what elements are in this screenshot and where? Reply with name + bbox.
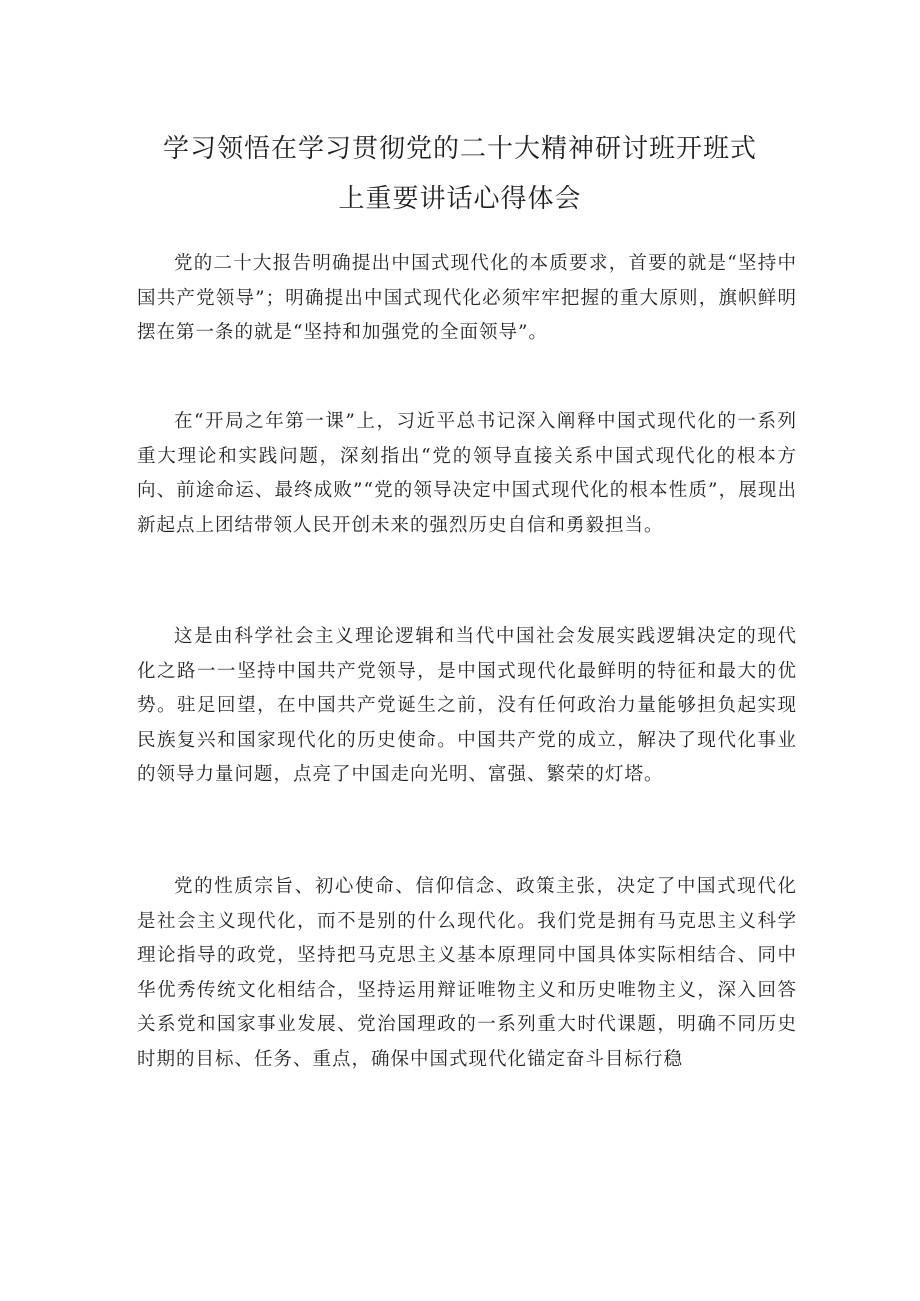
paragraph-2: 在“开局之年第一课”上，习近平总书记深入阐释中国式现代化的一系列重大理论和实践问题，深刻指出“党的领导直接关系中国式现代化的根本方向、前途命运、最终成败”“党的领导决定中国式现代化的根本性质”，展现出新起点上团结带领人民开创未来的强烈历史自信和勇毅担当。 bbox=[137, 411, 797, 536]
paragraph-4: 党的性质宗旨、初心使命、信仰信念、政策主张，决定了中国式现代化是社会主义现代化，而不是别的什么现代化。我们党是拥有马克思主义科学理论指导的政党，坚持把马克思主义基本原理同中国具体实际相结合、同中华优秀传统文化相结合，坚持运用辩证唯物主义和历史唯物主义，深入回答关系党和国家事业发展、党治国理政的一系列重大时代课题，明确不同历史时期的目标、任务、重点，确保中国式现代化锚定奋斗目标行稳 bbox=[137, 876, 797, 1070]
document-title-line-1: 学习领悟在学习贯彻党的二十大精神研讨班开班式 bbox=[162, 134, 757, 164]
paragraph-3: 这是由科学社会主义理论逻辑和当代中国社会发展实践逻辑决定的现代化之路一一坚持中国共产党领导，是中国式现代化最鲜明的特征和最大的优势。驻足回望，在中国共产党诞生之前，没有任何政治力量能够担负起实现民族复兴和国家现代化的历史使命。中国共产党的成立，解决了现代化事业的领导力量问题，点亮了中国走向光明、富强、繁荣的灯塔。 bbox=[137, 626, 797, 785]
paragraph-1: 党的二十大报告明确提出中国式现代化的本质要求，首要的就是“坚持中国共产党领导”；明确提出中国式现代化必须牢牢把握的重大原则，旗帜鲜明摆在第一条的就是“坚持和加强党的全面领导”。 bbox=[137, 253, 797, 343]
document-title-line-2: 上重要讲话心得体会 bbox=[338, 184, 582, 214]
